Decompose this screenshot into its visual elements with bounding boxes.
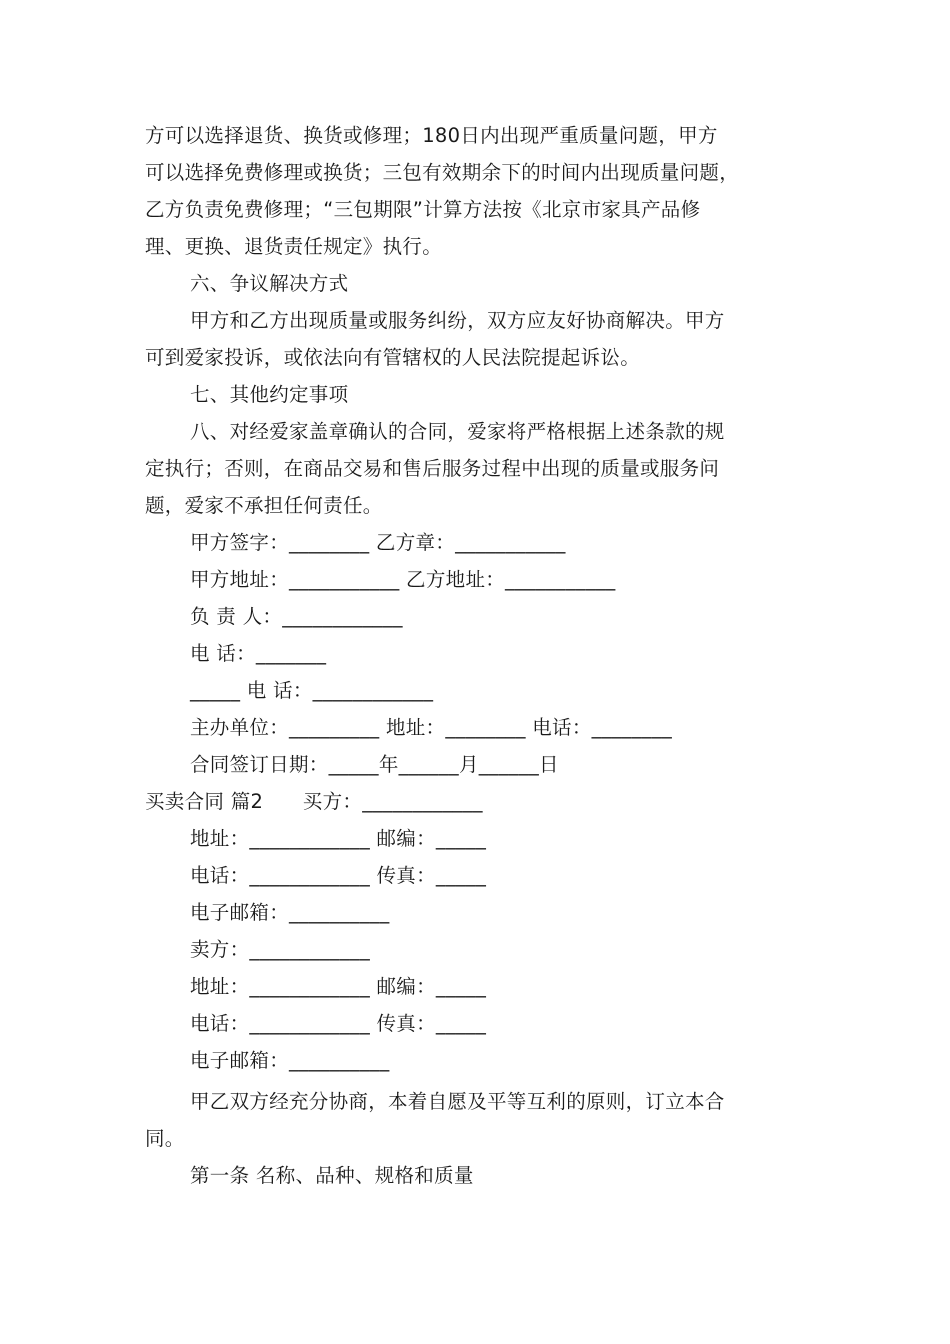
buyer-address-line: 地址：____________ 邮编：_____	[190, 827, 487, 850]
paragraph-line: 定执行；否则，在商品交易和售后服务过程中出现的质量或服务问	[145, 457, 720, 480]
section-heading: 六、争议解决方式	[190, 272, 349, 295]
paragraph-line: 理、更换、退货责任规定》执行。	[145, 235, 443, 258]
seller-email-line: 电子邮箱：__________	[190, 1049, 390, 1072]
signature-line: 甲方签字：________ 乙方章：___________	[190, 531, 566, 554]
paragraph-line: 甲乙双方经充分协商，本着自愿及平等互利的原则，订立本合	[190, 1090, 725, 1113]
paragraph-line: 题，爱家不承担任何责任。	[145, 494, 383, 517]
buyer-email-line: 电子邮箱：__________	[190, 901, 390, 924]
organizer-line: 主办单位：_________ 地址：________ 电话：________	[190, 716, 673, 739]
paragraph-line: 八、对经爱家盖章确认的合同，爱家将严格根据上述条款的规	[190, 420, 725, 443]
phone-line: 电 话：_______	[190, 642, 327, 665]
paragraph-line: 方可以选择退货、换货或修理；180日内出现严重质量问题，甲方	[145, 124, 718, 147]
buyer-phone-line: 电话：____________ 传真：_____	[190, 864, 487, 887]
article-heading: 第一条 名称、品种、规格和质量	[190, 1164, 474, 1187]
seller-phone-line: 电话：____________ 传真：_____	[190, 1012, 487, 1035]
paragraph-line: 可以选择免费修理或换货；三包有效期余下的时间内出现质量问题，	[145, 161, 740, 184]
contract-date-line: 合同签订日期：_____年______月______日	[190, 753, 559, 776]
section-heading: 七、其他约定事项	[190, 383, 349, 406]
contract-title-buyer-line: 买卖合同 篇2 买方：____________	[145, 790, 483, 813]
address-line: 甲方地址：___________ 乙方地址：___________	[190, 568, 616, 591]
paragraph-line: 同。	[145, 1127, 185, 1150]
seller-address-line: 地址：____________ 邮编：_____	[190, 975, 487, 998]
seller-line: 卖方：____________	[190, 938, 370, 961]
phone-line: _____ 电 话：____________	[190, 679, 434, 702]
paragraph-line: 乙方负责免费修理；“三包期限”计算方法按《北京市家具产品修	[145, 198, 701, 221]
paragraph-line: 甲方和乙方出现质量或服务纠纷，双方应友好协商解决。甲方	[190, 309, 725, 332]
responsible-person-line: 负 责 人：____________	[190, 605, 403, 628]
paragraph-line: 可到爱家投诉，或依法向有管辖权的人民法院提起诉讼。	[145, 346, 641, 369]
